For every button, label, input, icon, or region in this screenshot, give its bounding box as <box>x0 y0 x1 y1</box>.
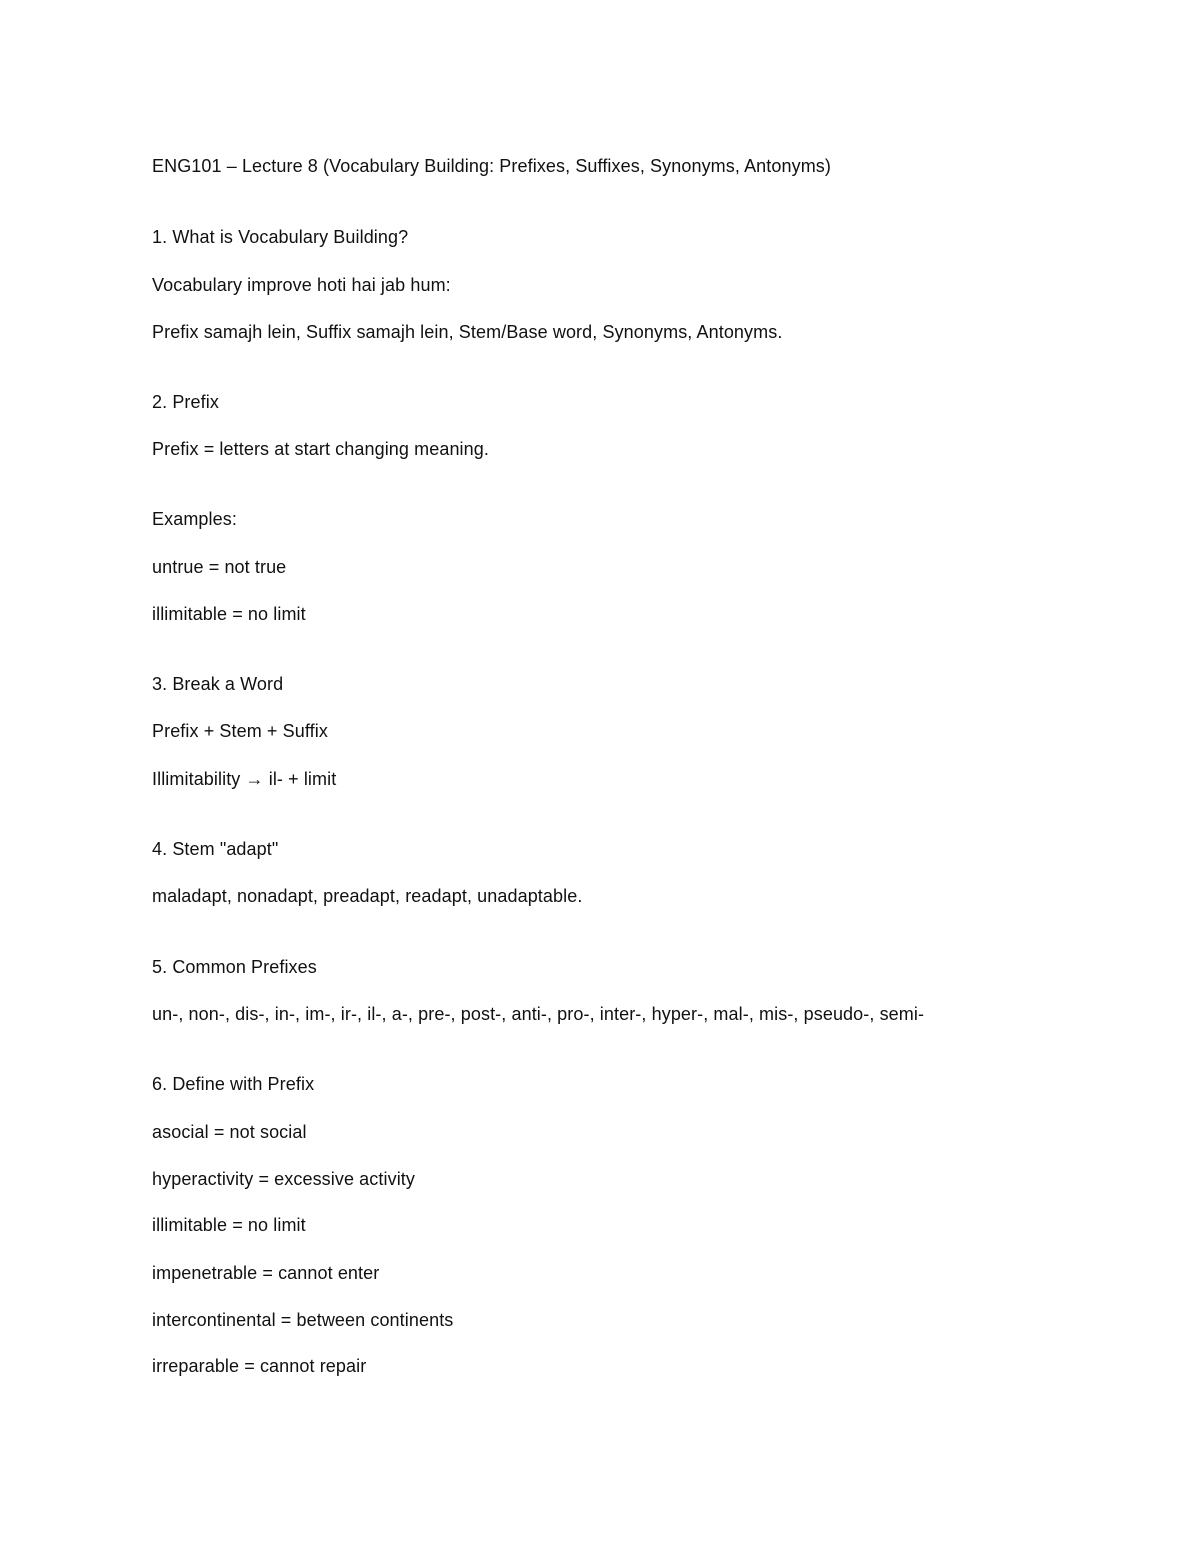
section-4-line-1: maladapt, nonadapt, preadapt, readapt, unadaptable. <box>152 886 583 906</box>
section-heading-5: 5. Common Prefixes <box>152 957 317 977</box>
section-heading-4: 4. Stem "adapt" <box>152 839 279 859</box>
section-heading-6: 6. Define with Prefix <box>152 1074 315 1094</box>
section-2-line-2: Examples: <box>152 509 237 529</box>
section-3-line-1: Prefix + Stem + Suffix <box>152 721 328 741</box>
section-6-line-4: impenetrable = cannot enter <box>152 1263 380 1283</box>
section-3-line-2: Illimitability → il- + limit <box>152 769 337 789</box>
section-6-line-3: illimitable = no limit <box>152 1215 306 1235</box>
section-heading-2: 2. Prefix <box>152 392 219 412</box>
document-title: ENG101 – Lecture 8 (Vocabulary Building: Prefixes, Suffixes, Synonyms, Antonyms) <box>152 156 832 176</box>
section-6-line-5: intercontinental = between continents <box>152 1310 454 1330</box>
section-5-line-1: un-, non-, dis-, in-, im-, ir-, il-, a-, pre-, post-, anti-, pro-, inter-, hyper-, mal-, mis-, pseudo-, semi- <box>152 1004 925 1024</box>
section-2-line-4: illimitable = no limit <box>152 604 306 624</box>
section-2-line-1: Prefix = letters at start changing meaning. <box>152 439 489 459</box>
section-6-line-2: hyperactivity = excessive activity <box>152 1169 415 1189</box>
section-6-line-6: irreparable = cannot repair <box>152 1356 367 1376</box>
section-heading-1: 1. What is Vocabulary Building? <box>152 227 409 247</box>
section-1-line-1: Vocabulary improve hoti hai jab hum: <box>152 275 451 295</box>
section-2-line-3: untrue = not true <box>152 557 287 577</box>
section-1-line-2: Prefix samajh lein, Suffix samajh lein, Stem/Base word, Synonyms, Antonyms. <box>152 322 783 342</box>
section-heading-3: 3. Break a Word <box>152 674 284 694</box>
section-6-line-1: asocial = not social <box>152 1122 307 1142</box>
